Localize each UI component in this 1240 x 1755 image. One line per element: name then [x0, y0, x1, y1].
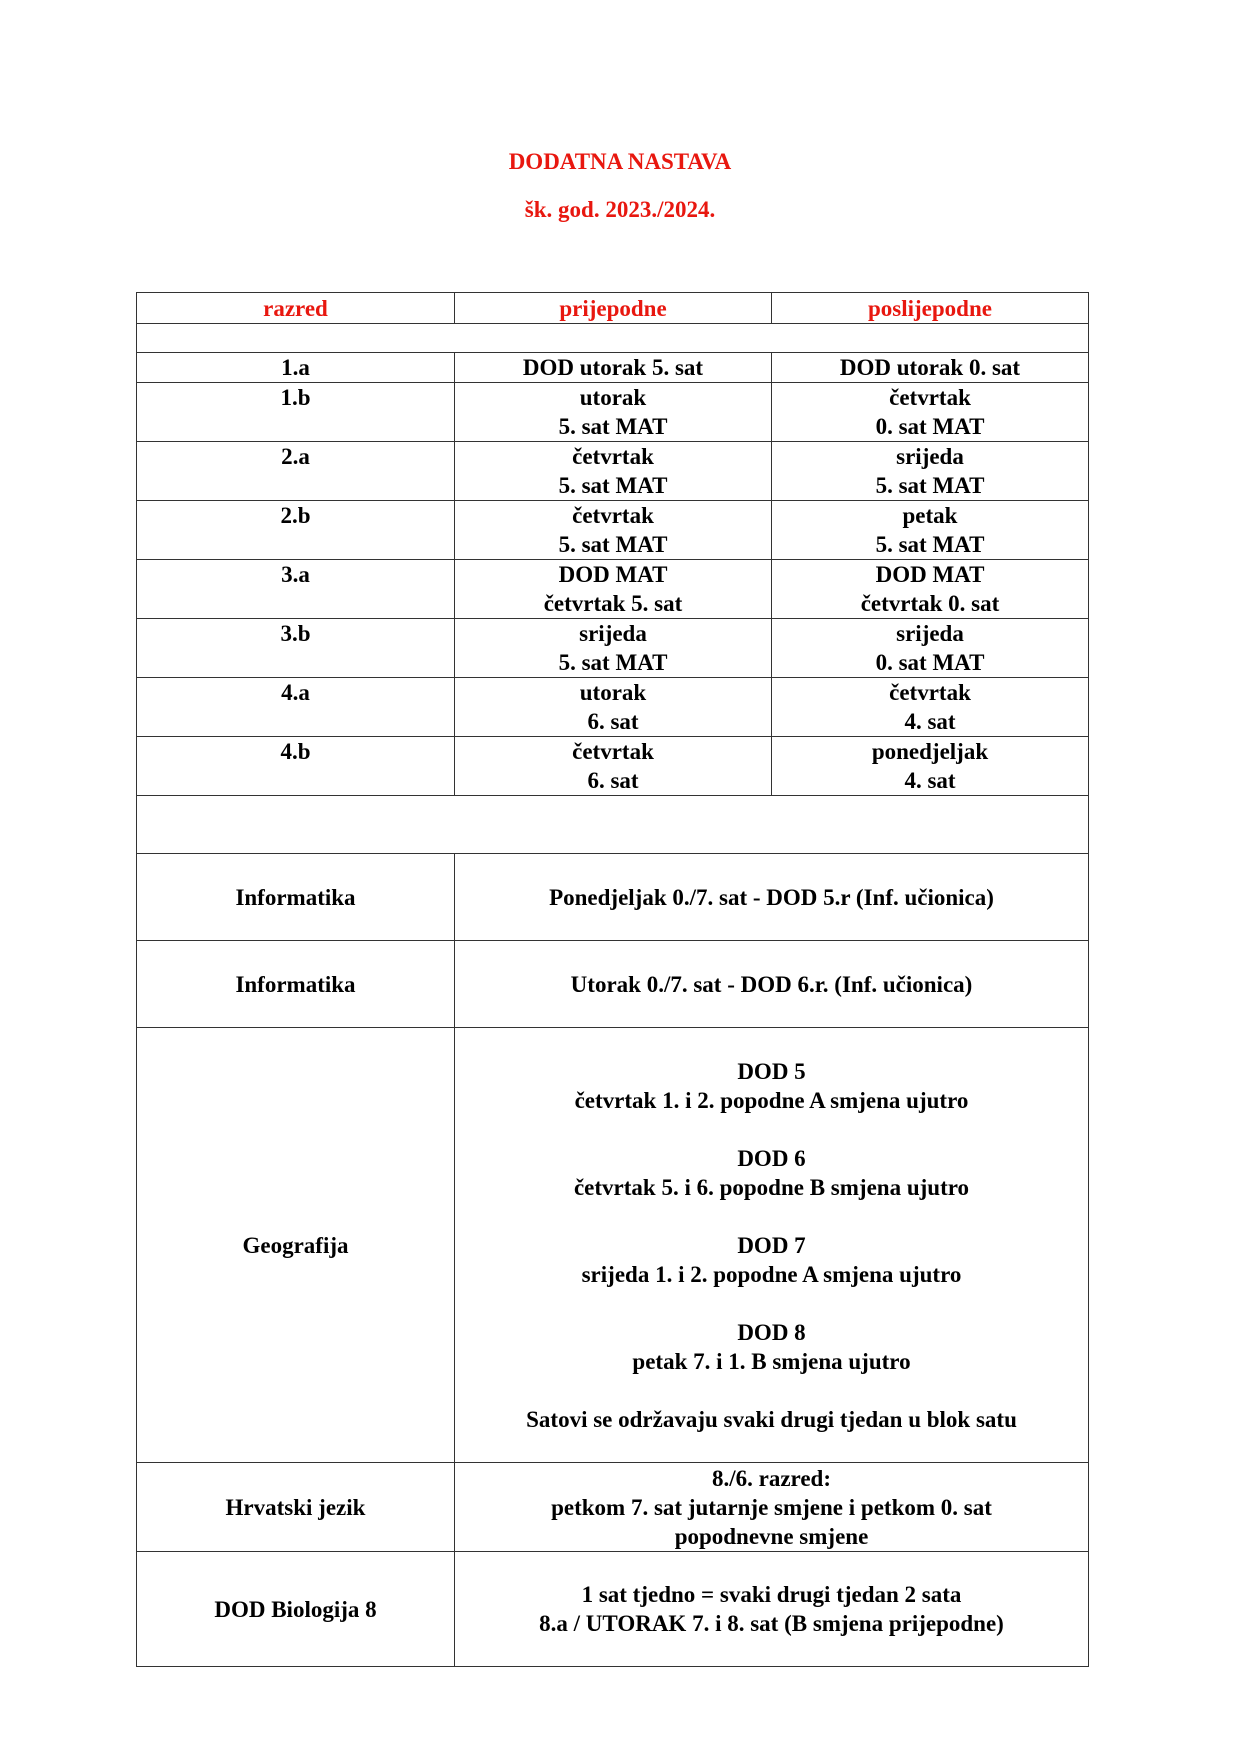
afternoon-cell — [772, 383, 1089, 442]
morning-line: 6. sat — [587, 768, 639, 793]
subject-cell: Informatika — [137, 941, 455, 1028]
blank-line — [455, 1115, 1088, 1144]
afternoon-cell — [772, 619, 1089, 678]
table-row — [137, 442, 1089, 501]
afternoon-cell — [772, 442, 1089, 501]
dod5-title: DOD 5 — [737, 1058, 806, 1084]
morning-line: četvrtak — [572, 503, 654, 528]
hrvatski-line: popodnevne smjene — [674, 1523, 869, 1549]
subject-schedule-cell: Ponedjeljak 0./7. sat - DOD 5.r (Inf. učionica) — [455, 854, 1089, 941]
spacer-row — [137, 324, 1089, 353]
afternoon-line: četvrtak 0. sat — [860, 591, 1000, 616]
empty-cell — [137, 796, 1089, 854]
schedule-table — [136, 292, 1089, 1667]
morning-line: četvrtak — [572, 739, 654, 764]
afternoon-line: 4. sat — [904, 768, 956, 793]
afternoon-line: 0. sat MAT — [875, 650, 985, 675]
biologija-line: 1 sat tjedno = svaki drugi tjedan 2 sata — [581, 1582, 962, 1607]
afternoon-cell — [772, 560, 1089, 619]
morning-line: 5. sat MAT — [558, 414, 668, 439]
morning-cell — [455, 678, 772, 737]
dod8-title: DOD 8 — [737, 1319, 806, 1345]
dod7-title: DOD 7 — [737, 1232, 806, 1258]
table-row-informatika — [137, 854, 1089, 941]
afternoon-line: četvrtak — [889, 680, 971, 705]
morning-line: 6. sat — [587, 709, 639, 734]
afternoon-line: ponedjeljak — [871, 739, 989, 764]
morning-line: srijeda — [579, 621, 647, 646]
morning-cell — [455, 501, 772, 560]
afternoon-cell — [772, 501, 1089, 560]
subject-cell: Geografija — [137, 1028, 455, 1463]
morning-cell — [455, 353, 772, 383]
table-row-biologija — [137, 1552, 1089, 1667]
class-cell: 1.a — [137, 353, 455, 383]
hrvatski-line: 8./6. razred: — [711, 1465, 831, 1491]
table-row-informatika — [137, 941, 1089, 1028]
header-prijepodne: prijepodne — [455, 293, 772, 324]
subject-schedule-cell — [455, 1463, 1089, 1552]
subject-cell: Hrvatski jezik — [137, 1463, 455, 1552]
morning-cell — [455, 442, 772, 501]
morning-line: DOD MAT — [558, 562, 668, 587]
school-year — [0, 197, 1240, 223]
morning-line: utorak — [579, 385, 647, 410]
table-header-row — [137, 293, 1089, 324]
subject-schedule-cell: Utorak 0./7. sat - DOD 6.r. (Inf. učionica) — [455, 941, 1089, 1028]
afternoon-line: srijeda — [896, 444, 964, 469]
morning-line: četvrtak 5. sat — [543, 591, 683, 616]
class-cell: 2.b — [137, 501, 455, 560]
afternoon-line: 5. sat MAT — [875, 532, 985, 557]
afternoon-line: 5. sat MAT — [875, 473, 985, 498]
morning-line: 5. sat MAT — [558, 532, 668, 557]
morning-line: utorak — [579, 680, 647, 705]
morning-line: 5. sat MAT — [558, 650, 668, 675]
class-cell: 4.b — [137, 737, 455, 796]
afternoon-line: 0. sat MAT — [875, 414, 985, 439]
document-title-text: DODATNA NASTAVA — [508, 149, 732, 174]
morning-line: četvrtak — [572, 444, 654, 469]
class-cell: 1.b — [137, 383, 455, 442]
morning-cell — [455, 737, 772, 796]
table-row — [137, 619, 1089, 678]
morning-cell — [455, 560, 772, 619]
empty-cell — [137, 324, 1089, 353]
blank-line — [455, 1289, 1088, 1318]
table-row-geografija — [137, 1028, 1089, 1463]
hrvatski-line: petkom 7. sat jutarnje smjene i petkom 0. sat — [551, 1494, 992, 1520]
table-row — [137, 501, 1089, 560]
table-row — [137, 737, 1089, 796]
table-row — [137, 383, 1089, 442]
class-cell: 4.a — [137, 678, 455, 737]
table-row — [137, 353, 1089, 383]
geography-note: Satovi se održavaju svaki drugi tjedan u blok satu — [526, 1406, 1017, 1432]
header-razred: razred — [137, 293, 455, 324]
morning-line: 5. sat MAT — [558, 473, 668, 498]
afternoon-line: četvrtak — [889, 385, 971, 410]
subject-cell: DOD Biologija 8 — [137, 1552, 455, 1667]
class-cell: 3.b — [137, 619, 455, 678]
subject-cell: Informatika — [137, 854, 455, 941]
class-cell: 2.a — [137, 442, 455, 501]
morning-cell — [455, 383, 772, 442]
blank-line — [455, 1202, 1088, 1231]
dod6-title: DOD 6 — [737, 1145, 806, 1171]
header-poslijepodne: poslijepodne — [772, 293, 1089, 324]
table-row-hrvatski — [137, 1463, 1089, 1552]
afternoon-line: srijeda — [896, 621, 964, 646]
document-title — [0, 149, 1240, 175]
dod5-text: četvrtak 1. i 2. popodne A smjena ujutro — [574, 1087, 969, 1113]
dod6-text: četvrtak 5. i 6. popodne B smjena ujutro — [573, 1174, 970, 1200]
afternoon-line: DOD MAT — [875, 562, 985, 587]
morning-line: DOD utorak 5. sat — [522, 355, 704, 380]
afternoon-cell — [772, 678, 1089, 737]
subject-schedule-cell — [455, 1552, 1089, 1667]
afternoon-line: 4. sat — [904, 709, 956, 734]
afternoon-line: DOD utorak 0. sat — [839, 355, 1021, 380]
dod8-text: petak 7. i 1. B smjena ujutro — [632, 1348, 911, 1374]
spacer-row — [137, 796, 1089, 854]
blank-line — [455, 1376, 1088, 1405]
table-row — [137, 678, 1089, 737]
school-year-text: šk. god. 2023./2024. — [524, 197, 716, 222]
dod7-text: srijeda 1. i 2. popodne A smjena ujutro — [581, 1261, 962, 1287]
afternoon-cell — [772, 353, 1089, 383]
afternoon-line: petak — [902, 503, 958, 528]
biologija-line: 8.a / UTORAK 7. i 8. sat (B smjena prijepodne) — [539, 1611, 1004, 1636]
table-row — [137, 560, 1089, 619]
class-cell: 3.a — [137, 560, 455, 619]
afternoon-cell — [772, 737, 1089, 796]
morning-cell — [455, 619, 772, 678]
subject-schedule-cell — [455, 1028, 1089, 1463]
